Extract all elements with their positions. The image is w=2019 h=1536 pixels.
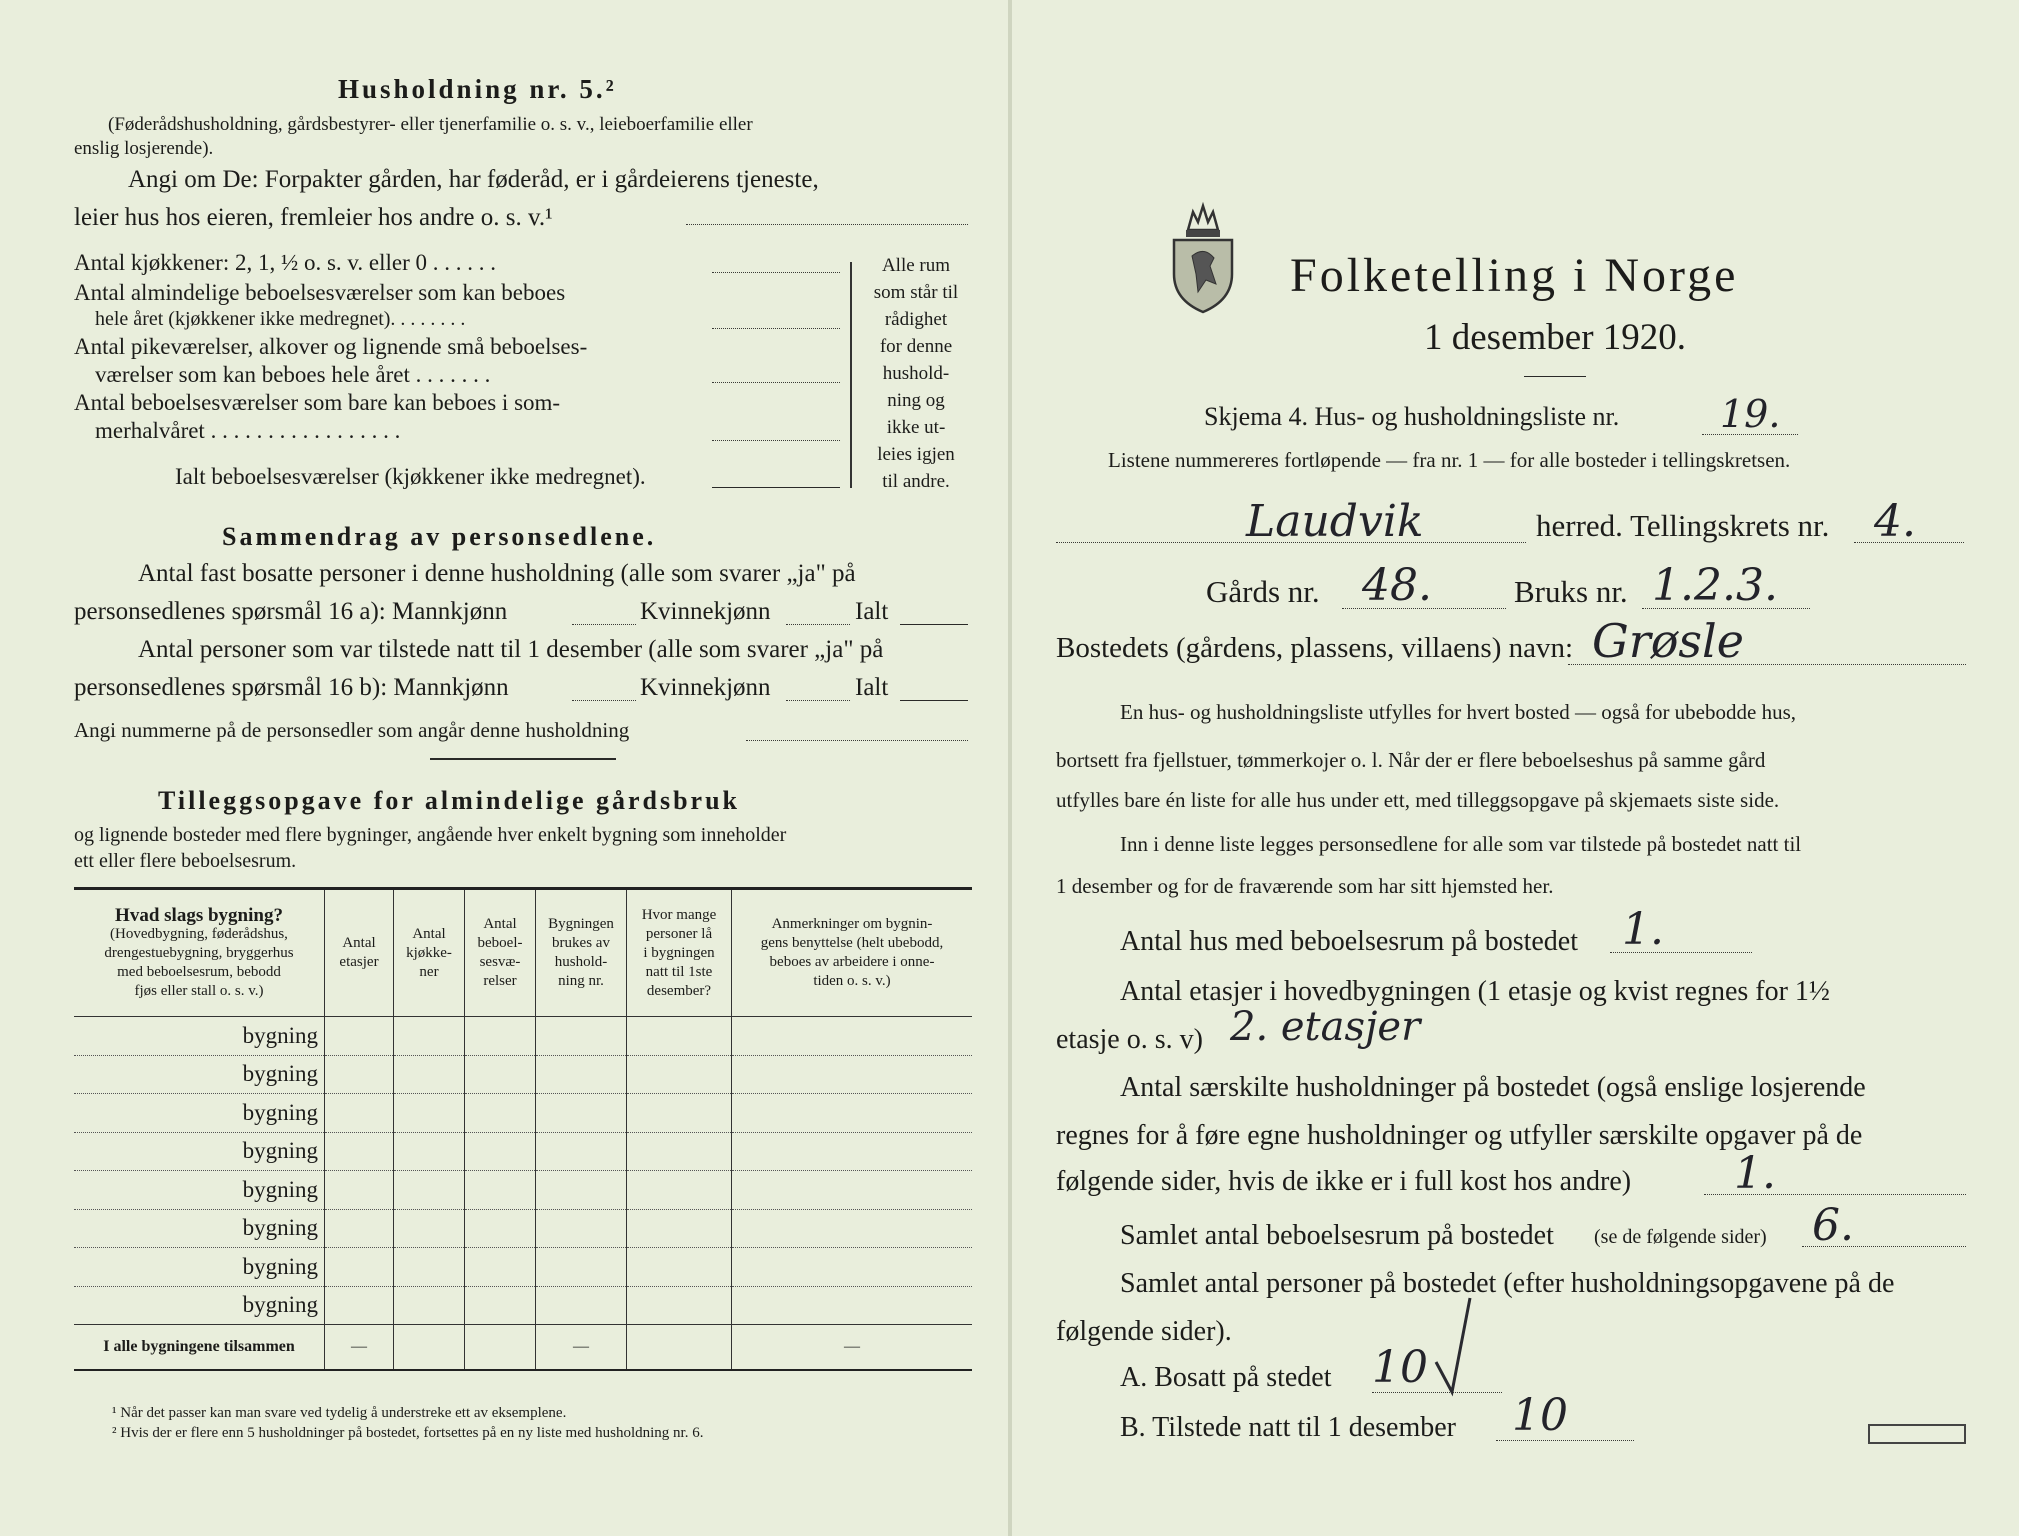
cell — [325, 1055, 394, 1094]
left-page — [0, 0, 1009, 1536]
table-row — [74, 1171, 972, 1210]
header-line: kjøkke- — [406, 944, 452, 961]
row-label: bygning — [74, 1017, 325, 1056]
header-line: Anmerkninger om bygnin- — [771, 916, 933, 932]
side-note-line: for denne — [879, 336, 953, 357]
q-hus-value: 1. — [1622, 904, 1664, 955]
coat-of-arms-icon — [1168, 200, 1238, 314]
krets-value: 4. — [1874, 496, 1916, 547]
divider — [430, 758, 616, 760]
cell — [627, 1248, 732, 1287]
side-note-line: Alle rum — [881, 255, 951, 276]
header-line: etasjer — [339, 954, 379, 970]
extra-intro-1: og lignende bosteder med flere bygninger, angående hver enkelt bygning som inneholder — [74, 824, 787, 846]
header-line: brukes av — [552, 935, 610, 951]
cell — [536, 1055, 627, 1094]
cell — [325, 1132, 394, 1171]
col-header-husholdning — [536, 889, 627, 1017]
cell — [627, 1209, 732, 1248]
schema-number: 19. — [1720, 392, 1781, 436]
side-note-line: ikke ut- — [886, 417, 946, 438]
answer-line — [712, 328, 840, 329]
col-header-vaerelser — [465, 889, 536, 1017]
instruction-line-5: 1 desember og for de fraværende som har sitt hjemsted her. — [1056, 874, 1554, 898]
header-line: Hvad slags bygning? — [115, 904, 283, 926]
summary-line-5: Angi nummerne på de personsedler som angår denne husholdning — [74, 718, 630, 742]
side-note-line: ning og — [887, 390, 945, 411]
header-line: beboel- — [477, 935, 523, 951]
rooms-line-3: hele året (kjøkkener ikke medregnet). . . . . . . . — [95, 308, 466, 330]
question-angi-1: Angi om De: Forpakter gården, har føderåd, er i gårdeierens tjeneste, — [128, 166, 819, 193]
header-line: Antal — [483, 916, 517, 932]
cell — [325, 1171, 394, 1210]
answer-line — [712, 382, 840, 383]
answer-line — [712, 487, 840, 488]
row-label: bygning — [74, 1171, 325, 1210]
header-line: Antal — [412, 925, 446, 942]
row-label: bygning — [74, 1286, 325, 1325]
col-header-building — [74, 889, 325, 1017]
printer-stamp — [1868, 1424, 1966, 1444]
footnote-1: ¹ Når det passer kan man svare ved tydelig å understreke ett av eksemplene. — [112, 1405, 567, 1421]
building-table — [74, 887, 972, 1371]
q-husholdninger-value: 1. — [1734, 1148, 1776, 1199]
summary-kvinne-2: Kvinnekjønn — [640, 674, 771, 701]
cell — [394, 1248, 465, 1287]
summary-ialt-1: Ialt — [855, 598, 889, 625]
total-label: I alle bygningene tilsammen — [74, 1325, 325, 1371]
schema-label: Skjema 4. Hus- og husholdningsliste nr. — [1204, 402, 1620, 431]
rooms-line-5: værelser som kan beboes hele året . . . . . . . — [95, 362, 491, 387]
bruks-label: Bruks nr. — [1514, 574, 1628, 609]
col-header-anmerkninger — [732, 889, 973, 1017]
summary-ialt-2: Ialt — [855, 674, 889, 701]
cell — [536, 1286, 627, 1325]
cell — [536, 1094, 627, 1133]
total-husholdning: — — [536, 1325, 627, 1371]
q-personer-2: følgende sider). — [1056, 1316, 1232, 1347]
summary-title: Sammendrag av personsedlene. — [222, 522, 657, 551]
instruction-line-3: utfylles bare én liste for alle hus under ett, med tilleggsopgave på skjemaets siste side. — [1056, 788, 1780, 812]
side-note-line: hushold- — [882, 363, 950, 384]
col-header-kjokkener — [394, 889, 465, 1017]
side-note-line: til andre. — [882, 471, 950, 492]
cell — [536, 1248, 627, 1287]
row-label: bygning — [74, 1248, 325, 1287]
question-angi-2: leier hus hos eieren, fremleier hos andre o. s. v.¹ — [74, 204, 553, 231]
header-line: tiden o. s. v.) — [813, 973, 891, 989]
answer-line — [900, 624, 968, 625]
answer-line — [900, 700, 968, 701]
q-etasjer-1: Antal etasjer i hovedbygningen (1 etasje og kvist regnes for 1½ — [1120, 976, 1830, 1007]
answer-line — [712, 272, 840, 273]
brace — [850, 262, 852, 488]
cell — [325, 1017, 394, 1056]
summary-line-1: Antal fast bosatte personer i denne husholdning (alle som svarer „ja" på — [138, 560, 856, 587]
total-vaerelser — [465, 1325, 536, 1371]
answer-line — [712, 440, 840, 441]
side-note — [866, 252, 966, 495]
right-page — [1012, 0, 2019, 1536]
divider — [1524, 376, 1586, 377]
q-personer-1: Samlet antal personer på bostedet (efter husholdningsopgavene på de — [1120, 1268, 1895, 1299]
census-date: 1 desember 1920. — [1424, 317, 1687, 358]
q-beboelsesrum-value: 6. — [1812, 1200, 1854, 1251]
numbering-note: Listene nummereres fortløpende — fra nr. 1 — for alle bosteder i tellingskretsen. — [1108, 448, 1791, 472]
checkmark-icon — [1430, 1292, 1490, 1402]
q-tilstede-value: 10 — [1512, 1390, 1568, 1441]
answer-line — [786, 700, 850, 701]
cell — [394, 1017, 465, 1056]
cell — [465, 1017, 536, 1056]
table-row — [74, 1209, 972, 1248]
rooms-total: Ialt beboelsesværelser (kjøkkener ikke medregnet). — [175, 464, 646, 489]
cell — [465, 1209, 536, 1248]
gards-value: 48. — [1362, 560, 1432, 611]
table-row — [74, 1094, 972, 1133]
household-intro-2: enslig losjerende). — [74, 138, 214, 159]
header-line: personer lå — [645, 925, 713, 942]
household-intro-1: (Føderådshusholdning, gårdsbestyrer- eller tjenerfamilie o. s. v., leieboerfamilie eller — [108, 114, 753, 135]
total-personer — [627, 1325, 732, 1371]
cell — [627, 1017, 732, 1056]
q-beboelsesrum: Samlet antal beboelsesrum på bostedet — [1120, 1220, 1554, 1251]
header-line: desember? — [646, 982, 712, 999]
answer-line — [572, 624, 636, 625]
bosted-label: Bostedets (gårdens, plassens, villaens) navn: — [1056, 632, 1574, 664]
cell — [325, 1094, 394, 1133]
cell — [394, 1132, 465, 1171]
cell — [394, 1209, 465, 1248]
cell — [732, 1055, 973, 1094]
header-line: (Hovedbygning, føderådshus, — [110, 925, 288, 942]
rooms-line-1: Antal kjøkkener: 2, 1, ½ o. s. v. eller 0 . . . . . . — [74, 250, 497, 275]
rooms-line-6: Antal beboelsesværelser som bare kan beboes i som- — [74, 390, 561, 415]
rooms-line-7: merhalvåret . . . . . . . . . . . . . . . . . — [95, 418, 401, 443]
bosted-value: Grøsle — [1592, 614, 1744, 668]
rooms-line-4: Antal pikeværelser, alkover og lignende små beboelses- — [74, 334, 588, 359]
q-bosatt: A. Bosatt på stedet — [1120, 1362, 1332, 1393]
col-header-etasjer — [325, 889, 394, 1017]
cell — [627, 1171, 732, 1210]
cell — [732, 1248, 973, 1287]
main-title: Folketelling i Norge — [1290, 249, 1739, 302]
q-husholdninger-2: regnes for å føre egne husholdninger og utfyller særskilte opgaver på de — [1056, 1120, 1863, 1151]
header-line: Antal — [342, 935, 376, 951]
header-line: Hvor mange — [641, 906, 717, 923]
header-line: natt til 1ste — [645, 963, 713, 980]
instruction-line-2: bortsett fra fjellstuer, tømmerkojer o. l. Når der er flere beboelseshus på samme gård — [1056, 748, 1766, 772]
cell — [325, 1286, 394, 1325]
header-line: sesvæ- — [479, 954, 521, 970]
row-label: bygning — [74, 1209, 325, 1248]
header-line: i bygningen — [643, 944, 715, 961]
header-line: med beboelsesrum, bebodd — [117, 963, 281, 980]
summary-line-2: personsedlenes spørsmål 16 a): Mannkjønn — [74, 598, 508, 625]
q-etasjer-2: etasje o. s. v) — [1056, 1024, 1203, 1055]
cell — [465, 1286, 536, 1325]
instruction-line-1: En hus- og husholdningsliste utfylles for hvert bosted — også for ubebodde hus, — [1120, 700, 1796, 724]
q-husholdninger-3: følgende sider, hvis de ikke er i full kost hos andre) — [1056, 1166, 1632, 1197]
table-row — [74, 1017, 972, 1056]
cell — [536, 1017, 627, 1056]
cell — [394, 1055, 465, 1094]
summary-line-3: Antal personer som var tilstede natt til 1 desember (alle som svarer „ja" på — [138, 636, 884, 663]
cell — [465, 1094, 536, 1133]
table-row — [74, 1286, 972, 1325]
table-total-row — [74, 1325, 972, 1371]
herred-value: Laudvik — [1246, 496, 1424, 547]
extra-title: Tilleggsopgave for almindelige gårdsbruk — [158, 786, 741, 815]
gards-label: Gårds nr. — [1206, 574, 1320, 609]
cell — [465, 1132, 536, 1171]
rooms-line-2: Antal almindelige beboelsesværelser som kan beboes — [74, 280, 566, 305]
q-tilstede: B. Tilstede natt til 1 desember — [1120, 1412, 1456, 1443]
side-note-line: som står til — [873, 282, 959, 303]
row-label: bygning — [74, 1132, 325, 1171]
herred-label: herred. Tellingskrets nr. — [1536, 508, 1830, 543]
answer-line — [746, 740, 968, 741]
cell — [627, 1055, 732, 1094]
cell — [732, 1286, 973, 1325]
table-row — [74, 1132, 972, 1171]
total-etasjer: — — [325, 1325, 394, 1371]
header-line: drengestuebygning, bryggerhus — [104, 944, 294, 961]
q-beboelsesrum-note: (se de følgende sider) — [1594, 1226, 1767, 1248]
cell — [465, 1248, 536, 1287]
extra-intro-2: ett eller flere beboelsesrum. — [74, 850, 297, 872]
cell — [465, 1171, 536, 1210]
cell — [732, 1132, 973, 1171]
cell — [465, 1055, 536, 1094]
q-hus: Antal hus med beboelsesrum på bostedet — [1120, 926, 1579, 957]
table-row — [74, 1248, 972, 1287]
row-label: bygning — [74, 1055, 325, 1094]
cell — [325, 1248, 394, 1287]
header-line: ner — [419, 963, 439, 980]
table-row — [74, 1055, 972, 1094]
cell — [627, 1132, 732, 1171]
summary-kvinne-1: Kvinnekjønn — [640, 598, 771, 625]
header-line: fjøs eller stall o. s. v.) — [134, 982, 264, 999]
cell — [536, 1132, 627, 1171]
header-line: gens benyttelse (helt ubebodd, — [760, 935, 944, 951]
cell — [732, 1094, 973, 1133]
cell — [627, 1094, 732, 1133]
header-line: beboes av arbeidere i onne- — [769, 954, 935, 970]
side-note-line: rådighet — [884, 309, 948, 330]
cell — [536, 1171, 627, 1210]
row-label: bygning — [74, 1094, 325, 1133]
cell — [536, 1209, 627, 1248]
bruks-value: 1.2.3. — [1652, 560, 1778, 611]
summary-line-4: personsedlenes spørsmål 16 b): Mannkjønn — [74, 674, 509, 701]
q-bosatt-value: 10 — [1372, 1342, 1428, 1393]
answer-line — [572, 700, 636, 701]
answer-line — [786, 624, 850, 625]
q-etasjer-value: 2. etasjer — [1230, 1004, 1421, 1050]
header-line: hushold- — [554, 954, 608, 970]
header-line: relser — [483, 973, 517, 989]
table-header-row — [74, 889, 972, 1017]
header-line: Bygningen — [548, 916, 614, 932]
col-header-personer — [627, 889, 732, 1017]
footnote-2: ² Hvis der er flere enn 5 husholdninger på bostedet, fortsettes på en ny liste med husholdning nr. 6. — [112, 1425, 704, 1441]
cell — [732, 1017, 973, 1056]
cell — [394, 1171, 465, 1210]
cell — [394, 1286, 465, 1325]
header-line: ning nr. — [558, 973, 604, 989]
side-note-line: leies igjen — [877, 444, 955, 465]
cell — [394, 1094, 465, 1133]
instruction-line-4: Inn i denne liste legges personsedlene for alle som var tilstede på bostedet natt til — [1120, 832, 1802, 856]
cell — [732, 1209, 973, 1248]
total-kjokkener — [394, 1325, 465, 1371]
cell — [627, 1286, 732, 1325]
total-anmerkninger: — — [732, 1325, 973, 1371]
answer-line — [686, 224, 968, 225]
cell — [732, 1171, 973, 1210]
q-husholdninger-1: Antal særskilte husholdninger på bostedet (også enslige losjerende — [1120, 1072, 1866, 1103]
cell — [325, 1209, 394, 1248]
household-title: Husholdning nr. 5.² — [338, 74, 617, 104]
